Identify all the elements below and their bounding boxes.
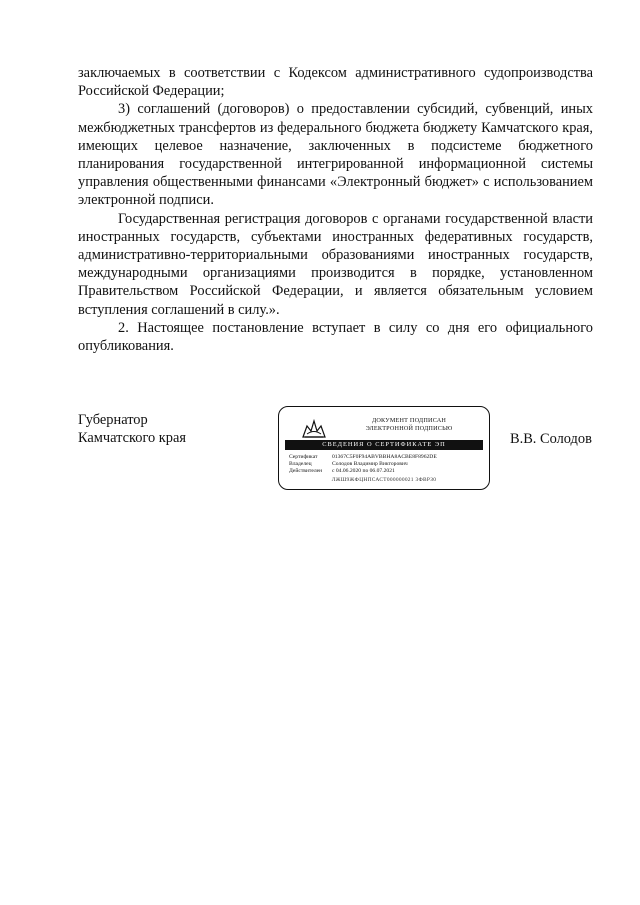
paragraph: 2. Настоящее постановление вступает в силу со дня его официального опубликования. — [78, 319, 593, 355]
signatory-title-line2: Камчатского края — [78, 430, 186, 447]
stamp-certificate-bar: СВЕДЕНИЯ О СЕРТИФИКАТЕ ЭП — [285, 440, 483, 450]
stamp-row-key: Действителен — [289, 468, 323, 475]
stamp-row-validity — [289, 468, 437, 475]
stamp-row-certificate — [289, 454, 437, 461]
signatory-title — [78, 411, 186, 447]
stamp-header-line1: ДОКУМЕНТ ПОДПИСАН — [371, 417, 447, 424]
stamp-row-key: Владелец — [289, 461, 312, 468]
electronic-signature-stamp — [278, 406, 490, 490]
stamp-row-value: 01367C5F0F94ABVBBHA8ACBE8F8962DE — [332, 454, 437, 460]
stamp-row-value: Солодов Владимир Викторович — [332, 461, 408, 468]
signatory-name: В.В. Солодов — [510, 431, 592, 447]
document-body — [78, 64, 593, 355]
paragraph: Государственная регистрация договоров с органами государственной власти иностранных государств, субъектами иностранных федеративных государств, административно-территориальными образованиями иностранных государств, международными организациями производится в порядке, установленном Правительством Российской Федерации, и является обязательным условием вступления соглашений в силу.». — [78, 210, 593, 318]
stamp-header — [339, 417, 479, 432]
paragraph: 3) соглашений (договоров) о предоставлении субсидий, субвенций, иных межбюджетных трансфертов из федерального бюджета бюджету Камчатского края, имеющих целевое назначение, заключенных в подсистеме бюджетного планирования государственной интегрированной информационной системы управления общественными финансами «Электронный бюджет» с использованием электронной подписи. — [78, 101, 593, 209]
stamp-certificate-details — [289, 454, 437, 476]
paragraph: заключаемых в соответствии с Кодексом административного судопроизводства Российской Федерации; — [78, 65, 593, 100]
stamp-header-line2: ЭЛЕКТРОННОЙ ПОДПИСЬЮ — [365, 424, 453, 432]
stamp-footer: ЛЖШ9ЖФЦНПСАСТ000000021 3ФВРЗ0 — [331, 477, 437, 483]
coat-of-arms-icon — [301, 417, 327, 439]
stamp-row-value: с 04.06.2020 по 06.07.2021 — [332, 468, 395, 475]
stamp-row-key: Сертификат — [289, 454, 318, 460]
signatory-title-line1: Губернатор — [78, 412, 148, 428]
